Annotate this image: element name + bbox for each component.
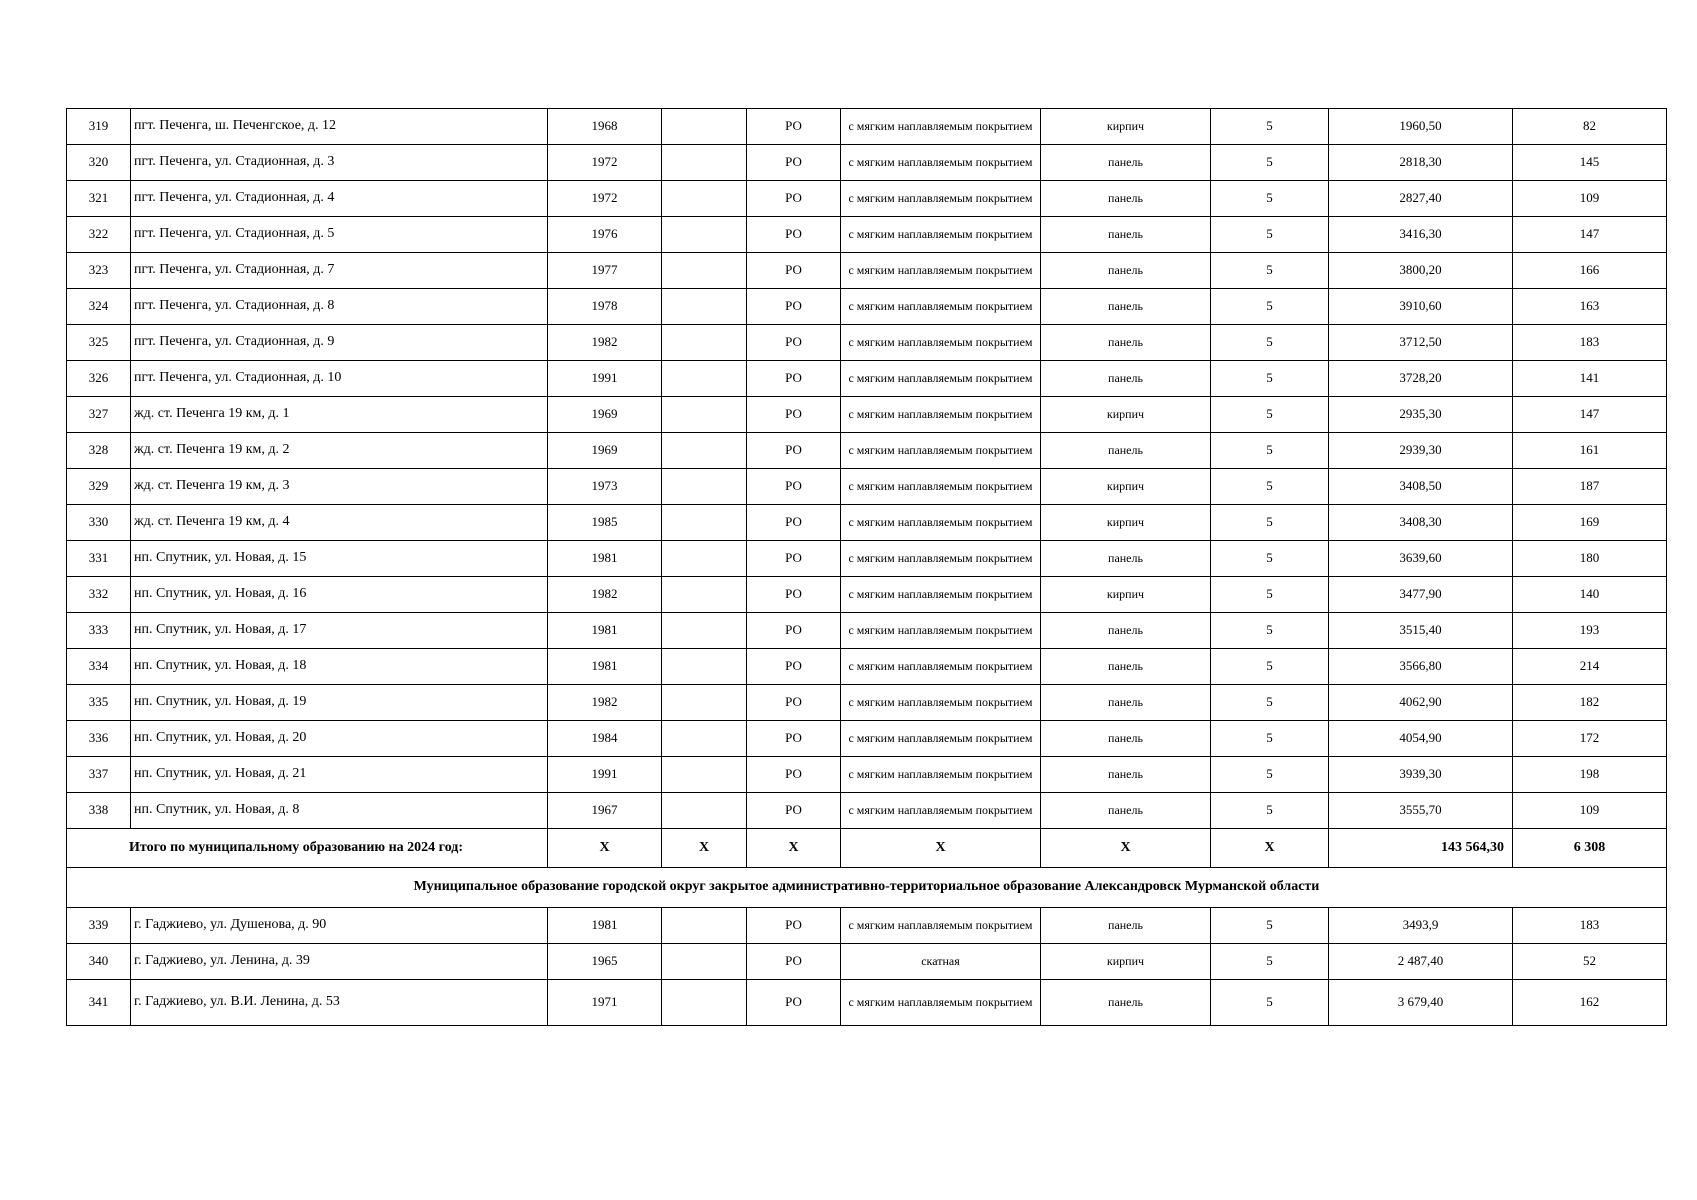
row-number-cell: 328 [67, 433, 131, 469]
fund-type-cell: РО [747, 541, 841, 577]
table-row [67, 613, 1667, 649]
empty-cell [662, 908, 747, 944]
floors-cell: 5 [1211, 944, 1329, 980]
residents-cell: 198 [1513, 757, 1667, 793]
empty-cell [662, 397, 747, 433]
empty-cell [662, 793, 747, 829]
address-cell: г. Гаджиево, ул. В.И. Ленина, д. 53 [131, 980, 548, 1026]
address-cell: нп. Спутник, ул. Новая, д. 16 [131, 577, 548, 613]
roof-type-cell: с мягким наплавляемым покрытием [841, 757, 1041, 793]
total-x-cell: X [662, 829, 747, 868]
floors-cell: 5 [1211, 253, 1329, 289]
wall-material-cell: панель [1041, 613, 1211, 649]
year-cell: 1972 [548, 145, 662, 181]
floors-cell: 5 [1211, 793, 1329, 829]
roof-type-cell: с мягким наплавляемым покрытием [841, 433, 1041, 469]
floors-cell: 5 [1211, 577, 1329, 613]
fund-type-cell: РО [747, 505, 841, 541]
floors-cell: 5 [1211, 109, 1329, 145]
wall-material-cell: панель [1041, 253, 1211, 289]
area-cell: 2 487,40 [1329, 944, 1513, 980]
total-x-cell: X [1211, 829, 1329, 868]
empty-cell [662, 469, 747, 505]
residents-cell: 162 [1513, 980, 1667, 1026]
year-cell: 1981 [548, 613, 662, 649]
table-body-pechenga [67, 109, 1667, 829]
wall-material-cell: панель [1041, 361, 1211, 397]
total-x-cell: X [841, 829, 1041, 868]
empty-cell [662, 649, 747, 685]
floors-cell: 5 [1211, 685, 1329, 721]
floors-cell: 5 [1211, 541, 1329, 577]
row-number-cell: 329 [67, 469, 131, 505]
table-row [67, 217, 1667, 253]
year-cell: 1984 [548, 721, 662, 757]
address-cell: жд. ст. Печенга 19 км, д. 2 [131, 433, 548, 469]
area-cell: 3566,80 [1329, 649, 1513, 685]
table-row [67, 980, 1667, 1026]
row-number-cell: 335 [67, 685, 131, 721]
wall-material-cell: панель [1041, 649, 1211, 685]
table-row [67, 541, 1667, 577]
wall-material-cell: кирпич [1041, 577, 1211, 613]
fund-type-cell: РО [747, 289, 841, 325]
year-cell: 1969 [548, 397, 662, 433]
empty-cell [662, 685, 747, 721]
floors-cell: 5 [1211, 325, 1329, 361]
table-row [67, 181, 1667, 217]
address-cell: жд. ст. Печенга 19 км, д. 4 [131, 505, 548, 541]
wall-material-cell: кирпич [1041, 469, 1211, 505]
empty-cell [662, 181, 747, 217]
empty-cell [662, 980, 747, 1026]
area-cell: 3728,20 [1329, 361, 1513, 397]
row-number-cell: 331 [67, 541, 131, 577]
table-row [67, 145, 1667, 181]
fund-type-cell: РО [747, 793, 841, 829]
table-row [67, 433, 1667, 469]
roof-type-cell: с мягким наплавляемым покрытием [841, 505, 1041, 541]
empty-cell [662, 944, 747, 980]
table-row [67, 469, 1667, 505]
roof-type-cell: с мягким наплавляемым покрытием [841, 325, 1041, 361]
fund-type-cell: РО [747, 109, 841, 145]
area-cell: 3712,50 [1329, 325, 1513, 361]
empty-cell [662, 721, 747, 757]
floors-cell: 5 [1211, 217, 1329, 253]
floors-cell: 5 [1211, 469, 1329, 505]
area-cell: 4054,90 [1329, 721, 1513, 757]
year-cell: 1982 [548, 685, 662, 721]
floors-cell: 5 [1211, 145, 1329, 181]
roof-type-cell: с мягким наплавляемым покрытием [841, 541, 1041, 577]
year-cell: 1982 [548, 577, 662, 613]
fund-type-cell: РО [747, 361, 841, 397]
year-cell: 1981 [548, 541, 662, 577]
residents-cell: 187 [1513, 469, 1667, 505]
wall-material-cell: панель [1041, 217, 1211, 253]
total-x-cell: X [747, 829, 841, 868]
roof-type-cell: скатная [841, 944, 1041, 980]
address-cell: пгт. Печенга, ул. Стадионная, д. 4 [131, 181, 548, 217]
residents-cell: 161 [1513, 433, 1667, 469]
roof-type-cell: с мягким наплавляемым покрытием [841, 109, 1041, 145]
row-number-cell: 321 [67, 181, 131, 217]
roof-type-cell: с мягким наплавляемым покрытием [841, 181, 1041, 217]
row-number-cell: 341 [67, 980, 131, 1026]
empty-cell [662, 325, 747, 361]
residents-cell: 52 [1513, 944, 1667, 980]
empty-cell [662, 505, 747, 541]
empty-cell [662, 253, 747, 289]
fund-type-cell: РО [747, 613, 841, 649]
row-number-cell: 334 [67, 649, 131, 685]
empty-cell [662, 217, 747, 253]
fund-type-cell: РО [747, 469, 841, 505]
area-cell: 2939,30 [1329, 433, 1513, 469]
area-cell: 3939,30 [1329, 757, 1513, 793]
floors-cell: 5 [1211, 649, 1329, 685]
wall-material-cell: панель [1041, 289, 1211, 325]
year-cell: 1981 [548, 649, 662, 685]
year-cell: 1982 [548, 325, 662, 361]
roof-type-cell: с мягким наплавляемым покрытием [841, 361, 1041, 397]
area-cell: 3800,20 [1329, 253, 1513, 289]
floors-cell: 5 [1211, 613, 1329, 649]
wall-material-cell: панель [1041, 908, 1211, 944]
wall-material-cell: панель [1041, 433, 1211, 469]
floors-cell: 5 [1211, 505, 1329, 541]
year-cell: 1965 [548, 944, 662, 980]
table-row [67, 908, 1667, 944]
residents-cell: 147 [1513, 217, 1667, 253]
residents-cell: 166 [1513, 253, 1667, 289]
table-row [67, 757, 1667, 793]
area-cell: 3515,40 [1329, 613, 1513, 649]
year-cell: 1972 [548, 181, 662, 217]
wall-material-cell: панель [1041, 980, 1211, 1026]
area-cell: 2935,30 [1329, 397, 1513, 433]
residents-cell: 183 [1513, 908, 1667, 944]
residents-cell: 193 [1513, 613, 1667, 649]
fund-type-cell: РО [747, 433, 841, 469]
address-cell: пгт. Печенга, ул. Стадионная, д. 7 [131, 253, 548, 289]
roof-type-cell: с мягким наплавляемым покрытием [841, 980, 1041, 1026]
address-cell: пгт. Печенга, ул. Стадионная, д. 3 [131, 145, 548, 181]
fund-type-cell: РО [747, 980, 841, 1026]
address-cell: нп. Спутник, ул. Новая, д. 17 [131, 613, 548, 649]
floors-cell: 5 [1211, 289, 1329, 325]
row-number-cell: 339 [67, 908, 131, 944]
fund-type-cell: РО [747, 908, 841, 944]
wall-material-cell: панель [1041, 541, 1211, 577]
roof-type-cell: с мягким наплавляемым покрытием [841, 649, 1041, 685]
residents-cell: 172 [1513, 721, 1667, 757]
floors-cell: 5 [1211, 757, 1329, 793]
empty-cell [662, 541, 747, 577]
fund-type-cell: РО [747, 649, 841, 685]
row-number-cell: 323 [67, 253, 131, 289]
empty-cell [662, 757, 747, 793]
roof-type-cell: с мягким наплавляемым покрытием [841, 397, 1041, 433]
address-cell: г. Гаджиево, ул. Душенова, д. 90 [131, 908, 548, 944]
roof-type-cell: с мягким наплавляемым покрытием [841, 613, 1041, 649]
roof-type-cell: с мягким наплавляемым покрытием [841, 469, 1041, 505]
year-cell: 1969 [548, 433, 662, 469]
fund-type-cell: РО [747, 325, 841, 361]
row-number-cell: 326 [67, 361, 131, 397]
table-row [67, 253, 1667, 289]
total-x-cell: X [1041, 829, 1211, 868]
wall-material-cell: панель [1041, 325, 1211, 361]
address-cell: пгт. Печенга, ул. Стадионная, д. 8 [131, 289, 548, 325]
row-number-cell: 324 [67, 289, 131, 325]
fund-type-cell: РО [747, 397, 841, 433]
roof-type-cell: с мягким наплавляемым покрытием [841, 577, 1041, 613]
residents-cell: 141 [1513, 361, 1667, 397]
area-cell: 3639,60 [1329, 541, 1513, 577]
address-cell: нп. Спутник, ул. Новая, д. 19 [131, 685, 548, 721]
roof-type-cell: с мягким наплавляемым покрытием [841, 145, 1041, 181]
fund-type-cell: РО [747, 181, 841, 217]
floors-cell: 5 [1211, 980, 1329, 1026]
floors-cell: 5 [1211, 908, 1329, 944]
area-cell: 3 679,40 [1329, 980, 1513, 1026]
fund-type-cell: РО [747, 217, 841, 253]
wall-material-cell: панель [1041, 793, 1211, 829]
table-row [67, 793, 1667, 829]
floors-cell: 5 [1211, 433, 1329, 469]
fund-type-cell: РО [747, 757, 841, 793]
table-body-aleksandrovsk [67, 908, 1667, 1026]
year-cell: 1968 [548, 109, 662, 145]
residents-cell: 140 [1513, 577, 1667, 613]
table-row [67, 721, 1667, 757]
row-number-cell: 327 [67, 397, 131, 433]
housing-register-table [66, 108, 1667, 1026]
table-row [67, 944, 1667, 980]
table-row [67, 649, 1667, 685]
wall-material-cell: панель [1041, 145, 1211, 181]
row-number-cell: 322 [67, 217, 131, 253]
fund-type-cell: РО [747, 253, 841, 289]
address-cell: жд. ст. Печенга 19 км, д. 3 [131, 469, 548, 505]
table-row [67, 325, 1667, 361]
total-residents: 6 308 [1513, 829, 1667, 868]
fund-type-cell: РО [747, 685, 841, 721]
residents-cell: 214 [1513, 649, 1667, 685]
empty-cell [662, 145, 747, 181]
wall-material-cell: кирпич [1041, 397, 1211, 433]
wall-material-cell: панель [1041, 685, 1211, 721]
table-row [67, 685, 1667, 721]
address-cell: пгт. Печенга, ул. Стадионная, д. 9 [131, 325, 548, 361]
row-number-cell: 330 [67, 505, 131, 541]
floors-cell: 5 [1211, 397, 1329, 433]
residents-cell: 147 [1513, 397, 1667, 433]
fund-type-cell: РО [747, 145, 841, 181]
wall-material-cell: панель [1041, 721, 1211, 757]
year-cell: 1985 [548, 505, 662, 541]
row-number-cell: 333 [67, 613, 131, 649]
total-area: 143 564,30 [1329, 829, 1513, 868]
address-cell: жд. ст. Печенга 19 км, д. 1 [131, 397, 548, 433]
table-row [67, 505, 1667, 541]
table-row [67, 361, 1667, 397]
total-x-cell: X [548, 829, 662, 868]
roof-type-cell: с мягким наплавляемым покрытием [841, 217, 1041, 253]
wall-material-cell: панель [1041, 757, 1211, 793]
address-cell: нп. Спутник, ул. Новая, д. 18 [131, 649, 548, 685]
row-number-cell: 325 [67, 325, 131, 361]
fund-type-cell: РО [747, 721, 841, 757]
address-cell: пгт. Печенга, ул. Стадионная, д. 5 [131, 217, 548, 253]
area-cell: 3408,50 [1329, 469, 1513, 505]
residents-cell: 169 [1513, 505, 1667, 541]
year-cell: 1976 [548, 217, 662, 253]
area-cell: 3416,30 [1329, 217, 1513, 253]
area-cell: 3555,70 [1329, 793, 1513, 829]
empty-cell [662, 433, 747, 469]
address-cell: нп. Спутник, ул. Новая, д. 8 [131, 793, 548, 829]
area-cell: 2827,40 [1329, 181, 1513, 217]
residents-cell: 109 [1513, 793, 1667, 829]
row-number-cell: 319 [67, 109, 131, 145]
wall-material-cell: кирпич [1041, 109, 1211, 145]
section-title: Муниципальное образование городской округ закрытое административно-территориальное образование Александровск Мурманской области [67, 868, 1667, 908]
residents-cell: 145 [1513, 145, 1667, 181]
area-cell: 3408,30 [1329, 505, 1513, 541]
area-cell: 2818,30 [1329, 145, 1513, 181]
row-number-cell: 332 [67, 577, 131, 613]
table-row [67, 577, 1667, 613]
address-cell: г. Гаджиево, ул. Ленина, д. 39 [131, 944, 548, 980]
row-number-cell: 337 [67, 757, 131, 793]
empty-cell [662, 613, 747, 649]
residents-cell: 163 [1513, 289, 1667, 325]
area-cell: 4062,90 [1329, 685, 1513, 721]
address-cell: нп. Спутник, ул. Новая, д. 21 [131, 757, 548, 793]
total-label: Итого по муниципальному образованию на 2024 год: [67, 829, 548, 868]
table-body-total [67, 829, 1667, 908]
empty-cell [662, 577, 747, 613]
total-row [67, 829, 1667, 868]
empty-cell [662, 289, 747, 325]
fund-type-cell: РО [747, 577, 841, 613]
address-cell: нп. Спутник, ул. Новая, д. 15 [131, 541, 548, 577]
address-cell: пгт. Печенга, ул. Стадионная, д. 10 [131, 361, 548, 397]
wall-material-cell: панель [1041, 181, 1211, 217]
section-header-row [67, 868, 1667, 908]
year-cell: 1967 [548, 793, 662, 829]
roof-type-cell: с мягким наплавляемым покрытием [841, 289, 1041, 325]
residents-cell: 180 [1513, 541, 1667, 577]
wall-material-cell: кирпич [1041, 505, 1211, 541]
address-cell: пгт. Печенга, ш. Печенгское, д. 12 [131, 109, 548, 145]
row-number-cell: 340 [67, 944, 131, 980]
table-row [67, 109, 1667, 145]
residents-cell: 82 [1513, 109, 1667, 145]
address-cell: нп. Спутник, ул. Новая, д. 20 [131, 721, 548, 757]
floors-cell: 5 [1211, 181, 1329, 217]
year-cell: 1977 [548, 253, 662, 289]
year-cell: 1991 [548, 361, 662, 397]
year-cell: 1991 [548, 757, 662, 793]
area-cell: 3477,90 [1329, 577, 1513, 613]
year-cell: 1971 [548, 980, 662, 1026]
area-cell: 1960,50 [1329, 109, 1513, 145]
area-cell: 3493,9 [1329, 908, 1513, 944]
floors-cell: 5 [1211, 721, 1329, 757]
year-cell: 1973 [548, 469, 662, 505]
roof-type-cell: с мягким наплавляемым покрытием [841, 908, 1041, 944]
row-number-cell: 336 [67, 721, 131, 757]
floors-cell: 5 [1211, 361, 1329, 397]
wall-material-cell: кирпич [1041, 944, 1211, 980]
row-number-cell: 320 [67, 145, 131, 181]
row-number-cell: 338 [67, 793, 131, 829]
residents-cell: 109 [1513, 181, 1667, 217]
fund-type-cell: РО [747, 944, 841, 980]
year-cell: 1978 [548, 289, 662, 325]
empty-cell [662, 109, 747, 145]
table-row [67, 289, 1667, 325]
roof-type-cell: с мягким наплавляемым покрытием [841, 685, 1041, 721]
residents-cell: 182 [1513, 685, 1667, 721]
roof-type-cell: с мягким наплавляемым покрытием [841, 793, 1041, 829]
roof-type-cell: с мягким наплавляемым покрытием [841, 721, 1041, 757]
year-cell: 1981 [548, 908, 662, 944]
area-cell: 3910,60 [1329, 289, 1513, 325]
empty-cell [662, 361, 747, 397]
residents-cell: 183 [1513, 325, 1667, 361]
table-row [67, 397, 1667, 433]
roof-type-cell: с мягким наплавляемым покрытием [841, 253, 1041, 289]
